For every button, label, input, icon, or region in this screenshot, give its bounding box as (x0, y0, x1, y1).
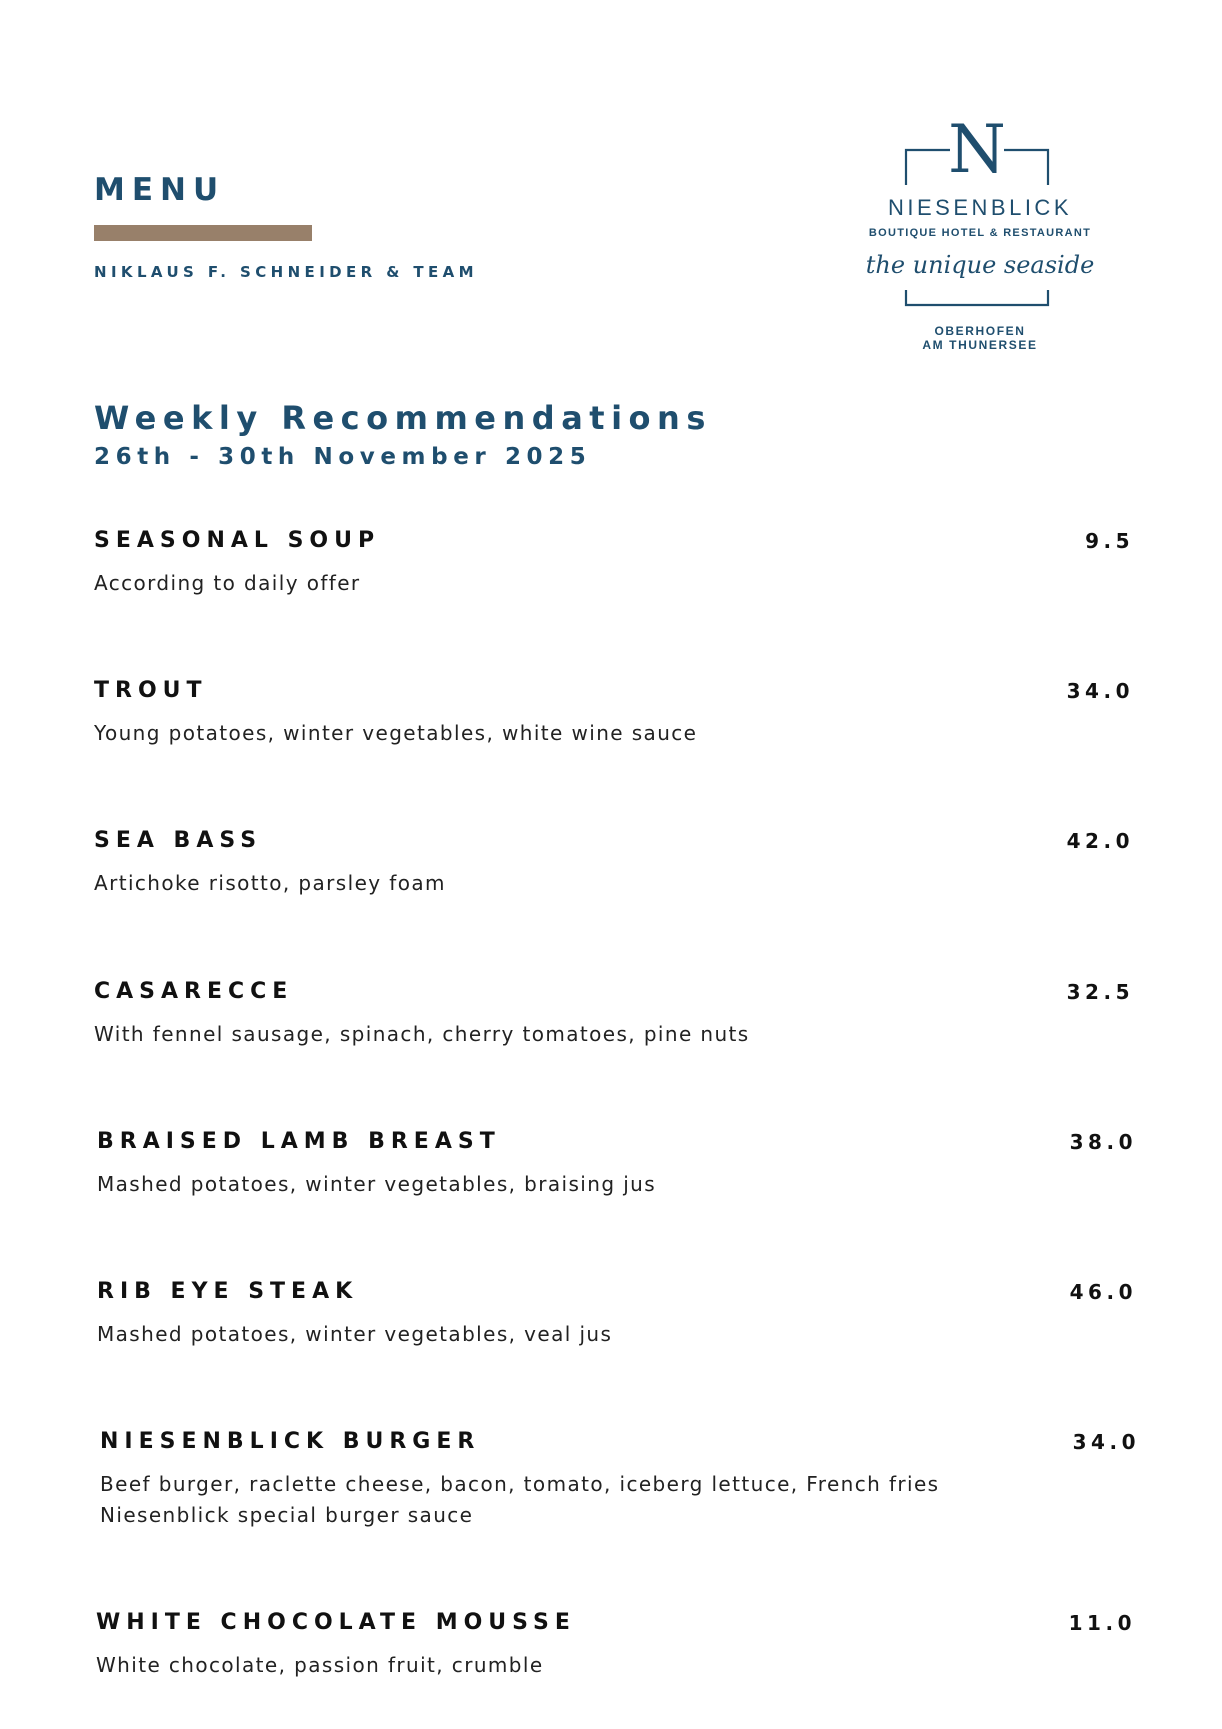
menu-item-description-line: White chocolate, passion fruit, crumble (96, 1653, 544, 1677)
menu-item-name: SEA BASS (94, 828, 263, 853)
menu-item-name: RIB EYE STEAK (97, 1279, 359, 1304)
section-title: Weekly Recommendations (94, 399, 712, 437)
menu-item-name: TROUT (94, 678, 208, 703)
menu-item-description-line: Beef burger, raclette cheese, bacon, tomato, iceberg lettuce, French fries (100, 1472, 940, 1496)
menu-item-price: 34.0 (1066, 679, 1134, 703)
logo-location (840, 324, 1120, 352)
menu-item-name: WHITE CHOCOLATE MOUSSE (96, 1610, 576, 1635)
menu-item-description (94, 718, 697, 749)
chef-credit: NIKLAUS F. SCHNEIDER & TEAM (94, 263, 478, 281)
menu-item-price: 9.5 (1085, 529, 1134, 553)
title-underline-bar (94, 225, 312, 241)
logo-letter: N (948, 111, 1006, 188)
menu-item-description-line: Mashed potatoes, winter vegetables, veal jus (97, 1322, 613, 1346)
menu-item-name: SEASONAL SOUP (94, 528, 381, 553)
menu-item-description-line: Niesenblick special burger sauce (100, 1503, 474, 1527)
menu-item-price: 32.5 (1066, 980, 1134, 1004)
menu-item-price: 11.0 (1068, 1611, 1136, 1635)
logo-location-line2: AM THUNERSEE (922, 338, 1038, 352)
menu-item-name: BRAISED LAMB BREAST (97, 1129, 501, 1154)
menu-item-description (94, 868, 446, 899)
menu-item-description (94, 568, 361, 599)
menu-item-description (97, 1169, 656, 1200)
hotel-logo (840, 110, 1120, 360)
logo-subtitle: BOUTIQUE HOTEL & RESTAURANT (868, 227, 1092, 239)
logo-location-line1: OBERHOFEN (934, 324, 1026, 338)
logo-tagline: the unique seaside (865, 251, 1095, 279)
menu-item-price: 38.0 (1069, 1130, 1137, 1154)
menu-item-description-line: According to daily offer (94, 571, 361, 595)
section-dates: 26th - 30th November 2025 (94, 444, 592, 470)
menu-item-description (94, 1019, 750, 1050)
menu-item-description-line: Artichoke risotto, parsley foam (94, 871, 446, 895)
menu-item-description-line: Mashed potatoes, winter vegetables, braising jus (97, 1172, 657, 1196)
logo-name: NIESENBLICK (888, 195, 1072, 220)
menu-item-price: 34.0 (1072, 1430, 1140, 1454)
menu-title: MENU (94, 172, 226, 208)
menu-item-description (96, 1650, 544, 1681)
menu-item-description (100, 1469, 940, 1531)
menu-item-name: CASARECCE (94, 979, 294, 1004)
menu-item-description-line: With fennel sausage, spinach, cherry tomatoes, pine nuts (94, 1022, 750, 1046)
menu-item-price: 46.0 (1069, 1280, 1137, 1304)
menu-item-price: 42.0 (1066, 829, 1134, 853)
menu-item-name: NIESENBLICK BURGER (100, 1429, 481, 1454)
menu-item-description (97, 1319, 612, 1350)
menu-item-description-line: Young potatoes, winter vegetables, white wine sauce (94, 721, 698, 745)
